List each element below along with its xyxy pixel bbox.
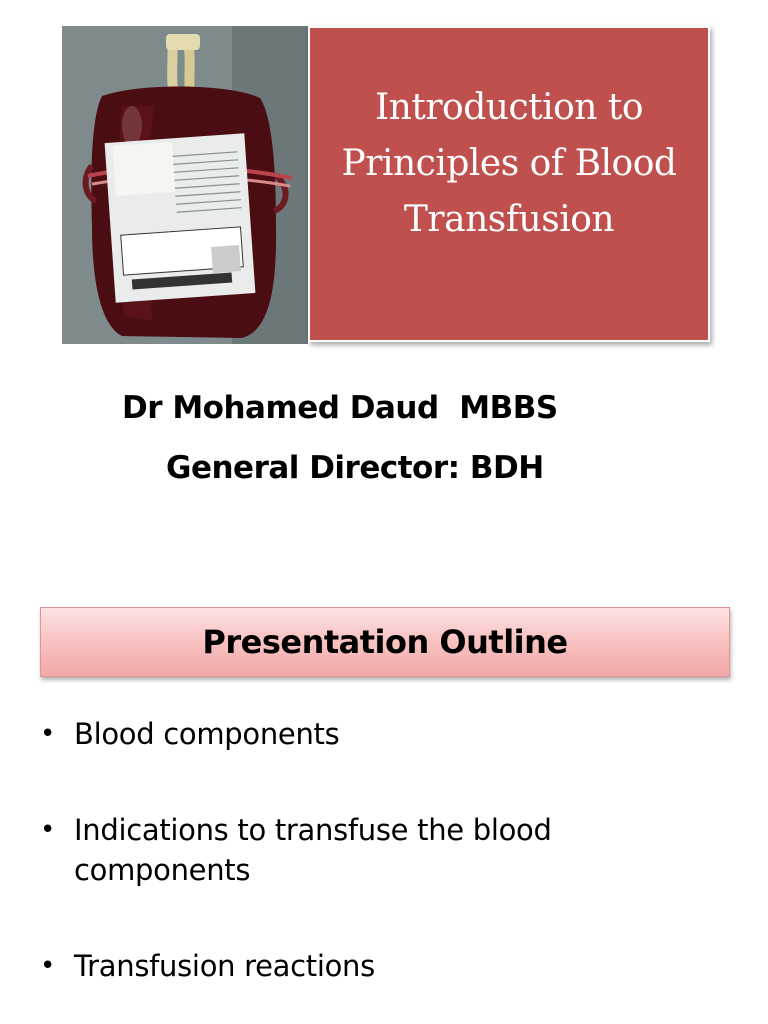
slide-title	[342, 80, 677, 288]
blood-bag-photo	[62, 26, 308, 344]
author-name: Dr Mohamed Daud MBBS	[122, 390, 558, 426]
title-box	[308, 26, 710, 342]
list-item-text: Transfusion reactions	[74, 949, 375, 983]
outline-title: Presentation Outline	[202, 623, 568, 661]
bullet-icon: •	[40, 815, 56, 845]
bullet-icon: •	[40, 719, 56, 749]
author-role: General Director: BDH	[166, 450, 544, 486]
blood-bag-image	[62, 26, 308, 344]
outline-banner	[40, 607, 730, 677]
list-item	[40, 810, 634, 890]
list-item-text: Indications to transfuse the blood components	[74, 813, 552, 887]
title-line-2: Principles of Blood	[341, 143, 677, 184]
list-item	[40, 946, 634, 986]
title-line-3: Transfusion	[403, 199, 615, 240]
list-item	[40, 714, 634, 754]
bullet-icon: •	[40, 951, 56, 981]
title-line-1: Introduction to	[374, 87, 644, 128]
list-item-text: Blood components	[74, 717, 340, 751]
